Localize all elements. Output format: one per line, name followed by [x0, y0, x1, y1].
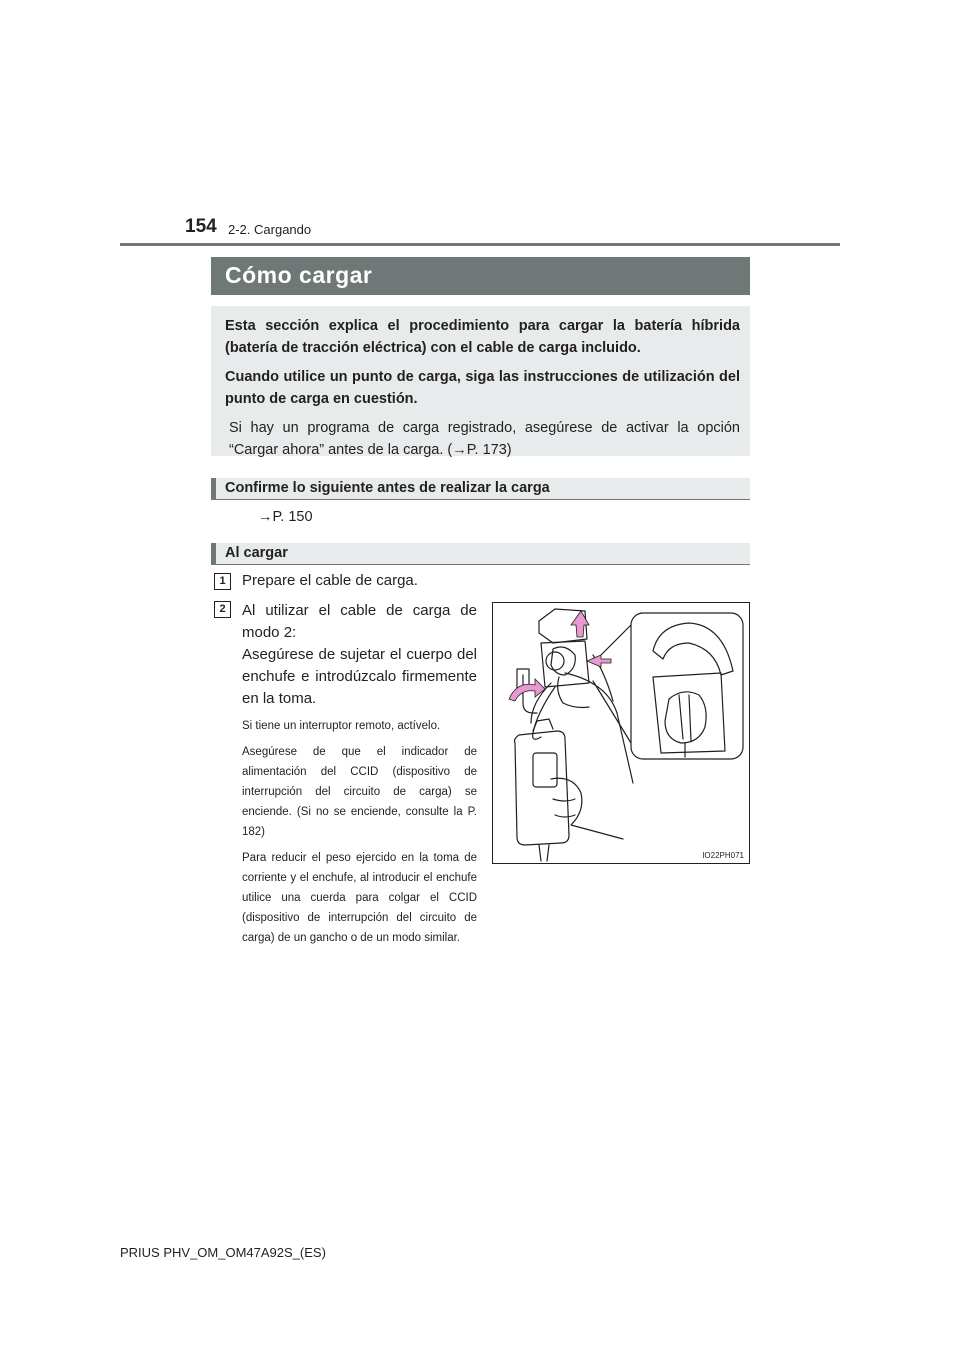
subheading-confirm: Confirme lo siguiente antes de realizar la carga [211, 478, 750, 500]
intro-paragraph-2: Cuando utilice un punto de carga, siga las instrucciones de utilización del punto de carga en cuestión. [225, 369, 740, 407]
page-reference: →P. 150 [258, 509, 313, 525]
step-2-note-2: Asegúrese de que el indicador de alimentación del CCID (dispositivo de interrupción del circuito de carga) se enciende. (Si no se enciende, consulte la P. 182) [242, 746, 477, 838]
step-2-line-2: modo 2: [242, 624, 297, 641]
intro-paragraph-1: Esta sección explica el procedimiento para cargar la batería híbrida (batería de tracción eléctrica) con el cable de carga incluido. [225, 318, 740, 356]
detail-inset [631, 613, 743, 759]
step-2-main-text: Asegúrese de sujetar el cuerpo del enchufe e introdúzcalo firmemente en la toma. [242, 646, 477, 707]
step-2-line-1: Al utilizar el cable de carga de [242, 602, 477, 619]
arrow-left [587, 655, 611, 667]
ccid-device [515, 731, 570, 845]
step-2-block [242, 600, 477, 948]
subheading-charging: Al cargar [211, 543, 750, 565]
step-number-1: 1 [214, 573, 231, 590]
step-number-2: 2 [214, 601, 231, 618]
charging-illustration-drawing [493, 603, 750, 864]
step-1-text: Prepare el cable de carga. [242, 572, 418, 589]
page-number: 154 [185, 216, 217, 237]
upper-hand [565, 673, 633, 783]
plug [551, 647, 575, 675]
footer-document-id: PRIUS PHV_OM_OM47A92S_(ES) [120, 1245, 326, 1260]
step-2-note-1: Si tiene un interruptor remoto, actívelo. [242, 720, 441, 732]
breadcrumb: 2-2. Cargando [228, 222, 312, 237]
direction-arrows [509, 611, 611, 701]
intro-box [211, 306, 750, 456]
header-rule [120, 243, 840, 246]
figure-code: IO22PH071 [702, 851, 744, 860]
lower-hand [551, 778, 623, 839]
intro-note: Si hay un programa de carga registrado, asegúrese de activar la opción “Cargar ahora” antes de la carga. (→P. 173) [229, 420, 740, 458]
step-2-note-3: Para reducir el peso ejercido en la toma de corriente y el enchufe, al introducir el enchufe utilice una cuerda para colgar el CCID (dispositivo de interrupción del circuito de carga) de un gancho o de un modo similar. [242, 852, 477, 944]
section-title: Cómo cargar [211, 257, 750, 295]
charging-illustration [492, 602, 750, 864]
